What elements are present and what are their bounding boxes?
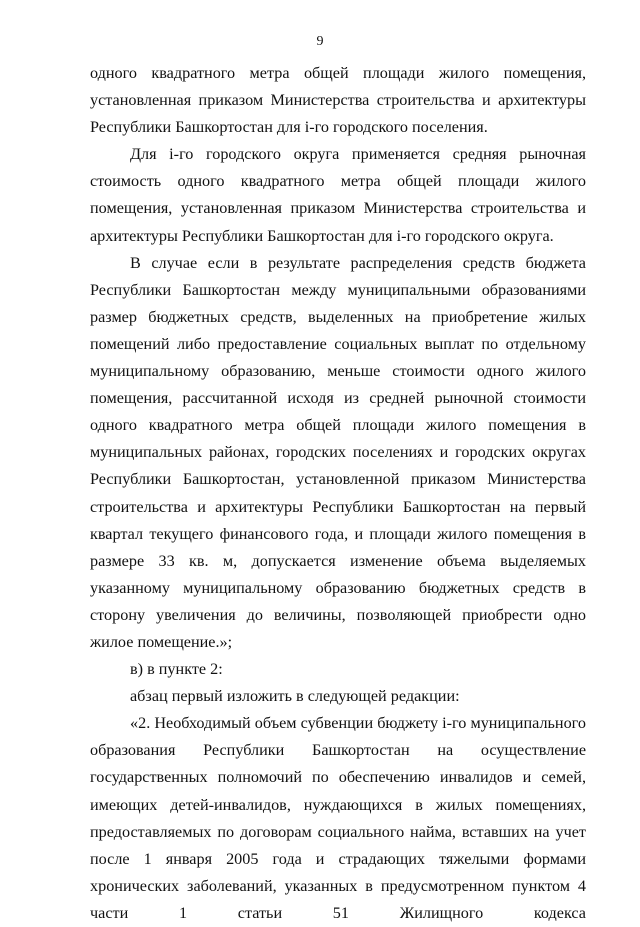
paragraph-budget-distribution: В случае если в результате распределения средств бюджета Республики Башкортостан между муниципальными образованиями размер бюджетных средств, выделенных на приобретение жилых помещений либо предоставление социальных выплат по отдельному муниципальному образованию, меньше стоимости одного жилого помещения, рассчитанной исходя из средней рыночной стоимости одного квадратного метра общей площади жилого помещения в муниципальных районах, городских поселениях и городских округах Республики Башкортостан, установленной приказом Министерства строительства и архитектуры Республики Башкортостан на первый квартал текущего финансового года, и площади жилого помещения в размере 33 кв. м, допускается изменение объема выделяемых указанному муниципальному образованию бюджетных средств в сторону увеличения до величины, позволяющей приобрести одно жилое помещение.»;	[90, 253, 586, 651]
page-number: 9	[316, 34, 324, 49]
document-body	[90, 60, 586, 927]
paragraph-city-district: Для i-го городского округа применяется средняя рыночная стоимость одного квадратного метра общей площади жилого помещения, установленная приказом Министерства строительства и архитектуры Республики Башкортостан для i-го городского округа.	[90, 145, 586, 245]
paragraph-first-abzac: абзац первый изложить в следующей редакции:	[130, 687, 460, 706]
paragraph-item-2: «2. Необходимый объем субвенции бюджету i-го муниципального образования Республики Башкортостан на осуществление государственных полномочий по обеспечению инвалидов и семей, имеющих детей-инвалидов, нуждающихся в жилых помещениях, предоставляемых по договорам социального найма, вставших на учет после 1 января 2005 года и страдающих тяжелыми формами хронических заболеваний, указанных в предусмотренном пунктом 4 части 1 статьи 51 Жилищного кодекса	[90, 714, 586, 922]
paragraph-continuation: одного квадратного метра общей площади жилого помещения, установленная приказом Министерства строительства и архитектуры Республики Башкортостан для i-го городского поселения.	[90, 64, 586, 137]
paragraph-subitem-v: в) в пункте 2:	[130, 660, 223, 679]
